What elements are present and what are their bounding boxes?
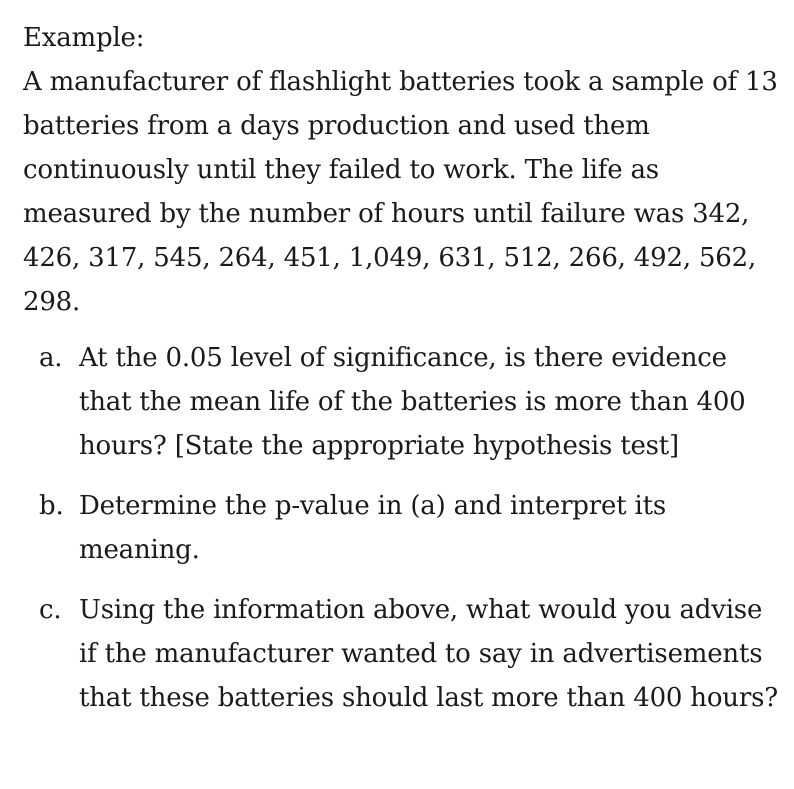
question-item-a bbox=[23, 336, 779, 468]
question-text: Determine the p-value in (a) and interpret its meaning. bbox=[79, 491, 666, 565]
question-text: Using the information above, what would you advise if the manufacturer wanted to say in advertisements that these batteries should last more than 400 hours? bbox=[79, 595, 778, 713]
problem-statement: A manufacturer of flashlight batteries took a sample of 13 batteries from a days production and used them continuously until they failed to work. The life as measured by the number of hours until failure was 342, 426, 317, 545, 264, 451, 1,049, 631, 512, 266, 492, 562, 298. bbox=[23, 67, 778, 317]
question-marker: b. bbox=[39, 491, 64, 521]
question-marker: c. bbox=[39, 595, 62, 625]
question-text: At the 0.05 level of significance, is there evidence that the mean life of the batteries is more than 400 hours? [State the appropriate hypothesis test] bbox=[79, 343, 746, 461]
question-marker: a. bbox=[39, 343, 63, 373]
question-list bbox=[23, 336, 778, 720]
question-item-b bbox=[23, 484, 779, 572]
example-heading: Example: bbox=[23, 23, 145, 53]
question-item-c bbox=[23, 588, 779, 720]
